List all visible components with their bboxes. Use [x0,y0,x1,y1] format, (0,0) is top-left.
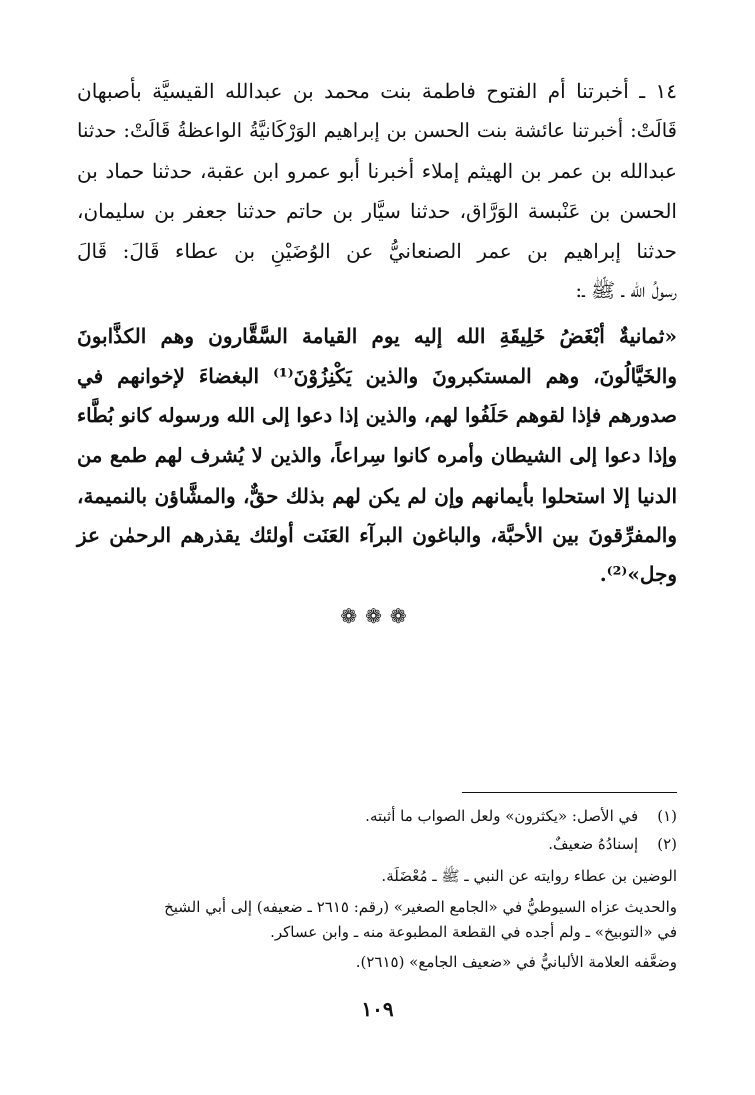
narration-line: الحسن بن عَنْبسة الوَرَّاق، حدثنا سيَّار بن حاتم حدثنا جعفر بن سليمان، [77,199,677,223]
footnote-number: (١) [657,807,677,825]
hadith-line: «ثمانيةٌ أبْغَضُ خَلِيقَةِ الله إليه يوم القيامة السَّقَّارون وهم الكذَّابونَ [77,324,677,348]
narration-line: عبدالله بن عمر بن الهيثم إملاء أخبرنا أبو عمرو ابن عقبة، حدثنا حماد بن [77,159,677,183]
section-ornament: ❁❁❁ [340,604,415,628]
footnote-divider [462,792,677,793]
page-number: ١٠٩ [361,997,394,1021]
hadith-line: وجل»⁽²⁾. [599,562,677,586]
footnote-line: في «التوبيخ» ـ ولم أجده في القطعة المطبوعة منه ـ وابن عساكر. [270,923,677,941]
footnote-line: والحديث عزاه السيوطيُّ في «الجامع الصغير» (رقم: ٢٦١٥ ـ ضعيفه) إلى أبي الشيخ [164,898,677,916]
hadith-line: وإذا دعوا إلى الشيطان وأمره كانوا سِراعاً، والذين لا يُشرف لهم طمع من [77,444,677,467]
hadith-line: والخَيَّالُونَ، وهم المستكبرونَ والذين يَكْنِزُوْنَ⁽¹⁾ البغضاءَ لإخوانهم في [77,364,677,388]
footnote-number: (٢) [657,835,677,853]
narration-line: ١٤ ـ أخبرتنا أم الفتوح فاطمة بنت محمد بن عبدالله القيسيَّة بأصبهان [77,79,677,103]
footnote-text: إسنادُهُ ضعيفٌ. [548,835,639,853]
hadith-line: والمفرِّقونَ بين الأحبَّة، والباغون البرآء العَنَت أولئك يقذرهم الرحمٰن عز [77,523,677,547]
footnote-1 [77,806,677,826]
footnote-2 [77,834,677,854]
narration-line: قَالَتْ: أخبرتنا عائشة بنت الحسن بن إبراهيم الوَرْكَانيَّةُ الواعظةُ قَالَتْ: حدثنا [77,119,677,142]
footnote-text: في الأصل: «يكثرون» ولعل الصواب ما أثبته. [365,807,639,825]
narration-line: حدثنا إبراهيم بن عمر الصنعانيُّ عن الوُضَيْنِ بن عطاء قَالَ: قَالَ [77,239,677,263]
hadith-line: صدورهم فإذا لقوهم حَلَفُوا لهم، والذين إذا دعوا إلى الله ورسوله كانو بُطَّاء [77,404,677,427]
footnote-line: الوضين بن عطاء روايته عن النبي ـ ﷺ ـ مُعْضَلَة. [381,867,677,885]
footnote-line: وضعَّفه العلامة الألبانيُّ في «ضعيف الجامع» (٢٦١٥). [355,953,677,971]
hadith-line: الدنيا إلا استحلوا بأيمانهم وإن لم يكن لهم بذلك حقٌّ، والمشَّاؤن بالنميمة، [77,484,677,508]
narration-line: رسولُ الله ـ ﷺ ـ: [575,278,677,302]
